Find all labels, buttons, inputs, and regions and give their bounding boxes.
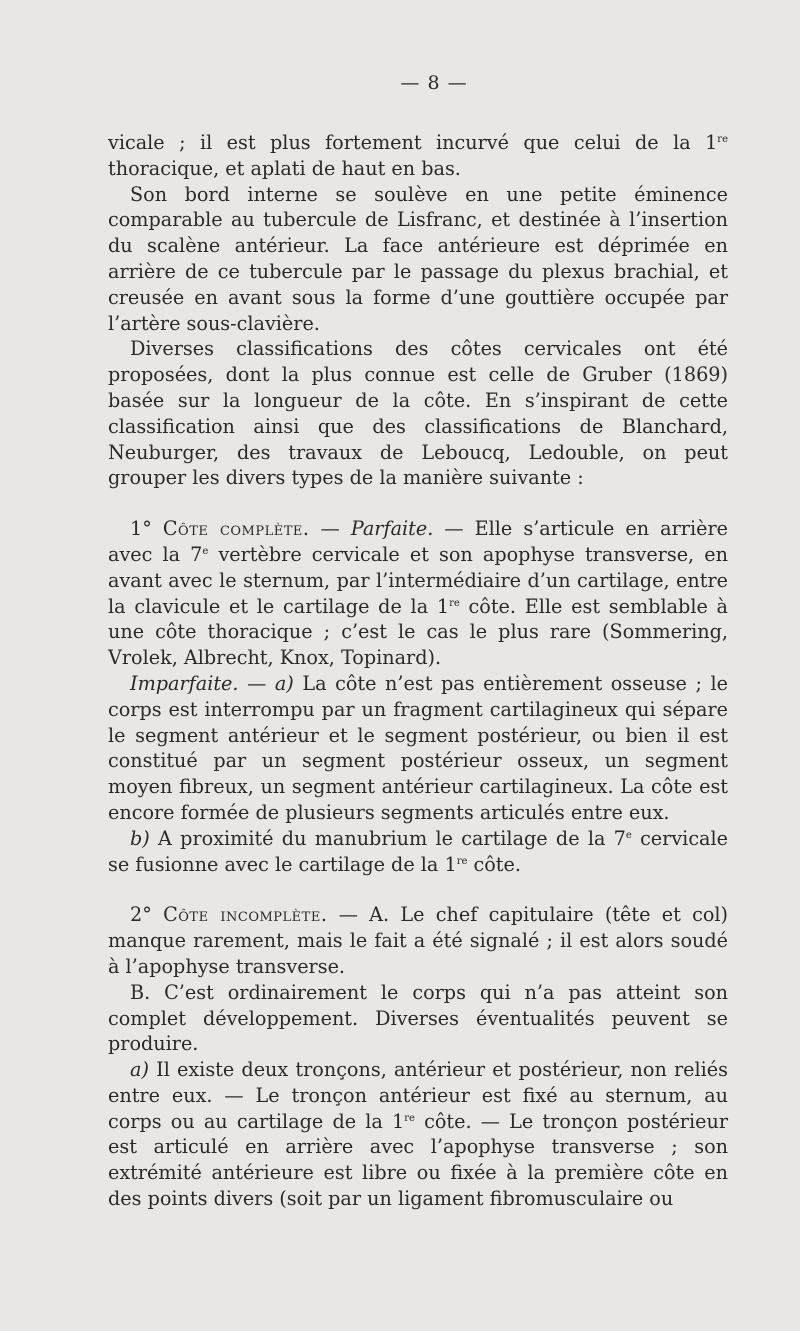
text-run: côte. — Le tronçon postérieur est articulé en arrière avec l’apophyse transverse ; son extrémité antérieure est libre ou fixée à la première côte en des points divers (soit par un ligament fibromusculaire ou [108, 1109, 728, 1211]
subheading: Imparfaite. [130, 671, 239, 695]
superscript: re [404, 1112, 415, 1124]
text-run: — [238, 671, 275, 695]
body-text [108, 130, 728, 1212]
text-run: côte. Elle est semblable à une côte thoracique ; c’est le cas le plus rare (Sommering, Vrolek, Albrecht, Knox, Topinard). [108, 594, 729, 670]
paragraph-continuation [108, 130, 728, 182]
page-number: — 8 — [400, 72, 468, 94]
text-run: Il existe deux tronçons, antérieur et postérieur, non reliés entre eux. — Le tronçon antérieur est fixé au sternum, au corps ou au cartilage de la 1 [108, 1058, 728, 1133]
superscript: e [625, 829, 632, 841]
superscript: re [449, 597, 460, 609]
text-run: A proximité du manubrium le cartilage de la 7 [149, 826, 626, 850]
item-letter: a) [274, 671, 294, 695]
text-run: — A. Le chef capitulaire (tête et col) manque rarement, mais le fait a été signalé ; il est alors soudé à l’apophyse transverse. [108, 903, 728, 978]
text-run: — [309, 517, 351, 541]
superscript: re [456, 855, 468, 867]
paragraph-cote-complete [108, 516, 728, 671]
section-heading: Côte incomplète. [163, 903, 328, 927]
paragraph-bord-interne: Son bord interne se soulève en une petite éminence comparable au tubercule de Lisfranc, et destinée à l’insertion du scalène antérieur. La face antérieure est déprimée en arrière de ce tubercule par le passage du plexus brachial, et creusée en avant sous la forme d’une gouttière occupée par l’artère sous-clavière. [108, 182, 728, 335]
section-number: 2° [130, 903, 164, 927]
section-heading: Côte complète. [162, 517, 310, 541]
paragraph-imparfaite [108, 671, 728, 826]
superscript: e [202, 545, 209, 557]
subheading: Parfaite. [350, 517, 434, 541]
text-run: thoracique, et aplati de haut en bas. [108, 156, 461, 180]
text-run: vertèbre cervicale et son apophyse transverse, en avant avec le sternum, par l’intermédiaire d’un cartilage, entre la clavicule et le cartilage de la 1 [108, 542, 728, 618]
paragraph-corps: B. C’est ordinairement le corps qui n’a pas atteint son complet développement. Diverses éventualités peuvent se produire. [108, 980, 728, 1056]
text-run: — Elle s’articule en arrière avec la 7 [108, 517, 728, 566]
text-run: côte. [467, 852, 521, 876]
paragraph-troncons [108, 1057, 728, 1212]
text-run: La côte n’est pas entièrement osseuse ; le corps est interrompu par un fragment cartilagineux qui sépare le segment antérieur et le segment postérieur, ou bien il est constitué par un segment postérieur osseux, un segment moyen fibreux, un segment antérieur cartilagineux. La côte est encore formée de plusieurs segments articulés entre eux. [108, 671, 728, 824]
item-letter: b) [130, 826, 150, 850]
superscript: re [717, 134, 728, 145]
text-run: vicale ; il est plus fortement incurvé que celui de la 1 [108, 131, 718, 154]
paragraph-classifications: Diverses classifications des côtes cervicales ont été proposées, dont la plus connue est celle de Gruber (1869) basée sur la longueur de la côte. En s’inspirant de cette classification ainsi que des classifications de Blanchard, Neuburger, des travaux de Leboucq, Ledouble, on peut grouper les divers types de la manière suivante : [108, 337, 728, 490]
paragraph-manubrium [108, 826, 728, 878]
item-letter: a) [130, 1058, 149, 1082]
paragraph-cote-incomplete [108, 902, 728, 979]
section-number: 1° [130, 517, 163, 541]
text-run: cervicale se fusionne avec le cartilage de la 1 [108, 826, 728, 876]
